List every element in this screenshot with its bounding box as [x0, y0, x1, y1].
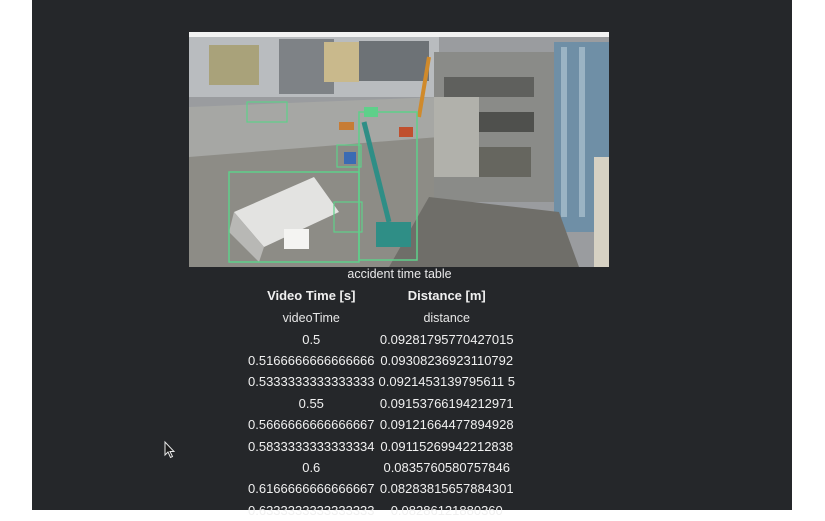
- video-time-cell: 0.6: [302, 459, 321, 475]
- video-time-cell: 0.5333333333333333: [248, 374, 375, 390]
- video-time-cell: 0.5833333333333334: [248, 438, 375, 454]
- table-row: [246, 393, 517, 414]
- accident-time-table: [246, 283, 517, 521]
- table-row: [246, 414, 517, 435]
- video-time-cell: 0.5166666666666666: [248, 352, 375, 368]
- distance-cell: 0.09121664477894928: [379, 417, 514, 433]
- distance-cell: 0.08283815657884301: [379, 481, 514, 497]
- column-header-video-time: Video Time [s]: [267, 287, 356, 303]
- video-time-cell: 0.55: [298, 395, 324, 411]
- distance-cell: 0.0835760580757846: [383, 459, 510, 475]
- table-row: [246, 371, 517, 392]
- table-caption: accident time table: [347, 267, 452, 281]
- distance-cell: 0.08286121880360: [390, 502, 503, 518]
- distance-cell: 0.09308236923110792: [380, 352, 514, 368]
- table-row: [246, 350, 517, 371]
- distance-cell: 0.09153766194212971: [379, 395, 514, 411]
- video-time-cell: 0.6166666666666667: [248, 481, 375, 497]
- dark-content-area: [32, 0, 792, 518]
- table-row: [246, 500, 517, 521]
- construction-site-image: [189, 37, 609, 267]
- table-subheader-row: [246, 307, 517, 328]
- video-time-cell: 0.6333333333333333: [248, 502, 375, 518]
- table-row: [246, 457, 517, 478]
- table-row: [246, 435, 517, 456]
- video-time-cell: 0.5: [302, 331, 321, 347]
- column-header-distance: Distance [m]: [407, 287, 486, 303]
- table-row: [246, 478, 517, 499]
- subheader-video-time: videoTime: [282, 310, 340, 325]
- distance-cell: 0.0921453139795611 5: [378, 374, 515, 390]
- video-time-cell: 0.5666666666666667: [248, 417, 375, 433]
- video-frame[interactable]: [189, 32, 609, 267]
- subheader-distance: distance: [423, 310, 471, 325]
- distance-cell: 0.09115269942212838: [380, 438, 514, 454]
- mouse-pointer-icon: [164, 441, 176, 459]
- table-row: [246, 328, 517, 349]
- distance-cell: 0.09281795770427015: [379, 331, 514, 347]
